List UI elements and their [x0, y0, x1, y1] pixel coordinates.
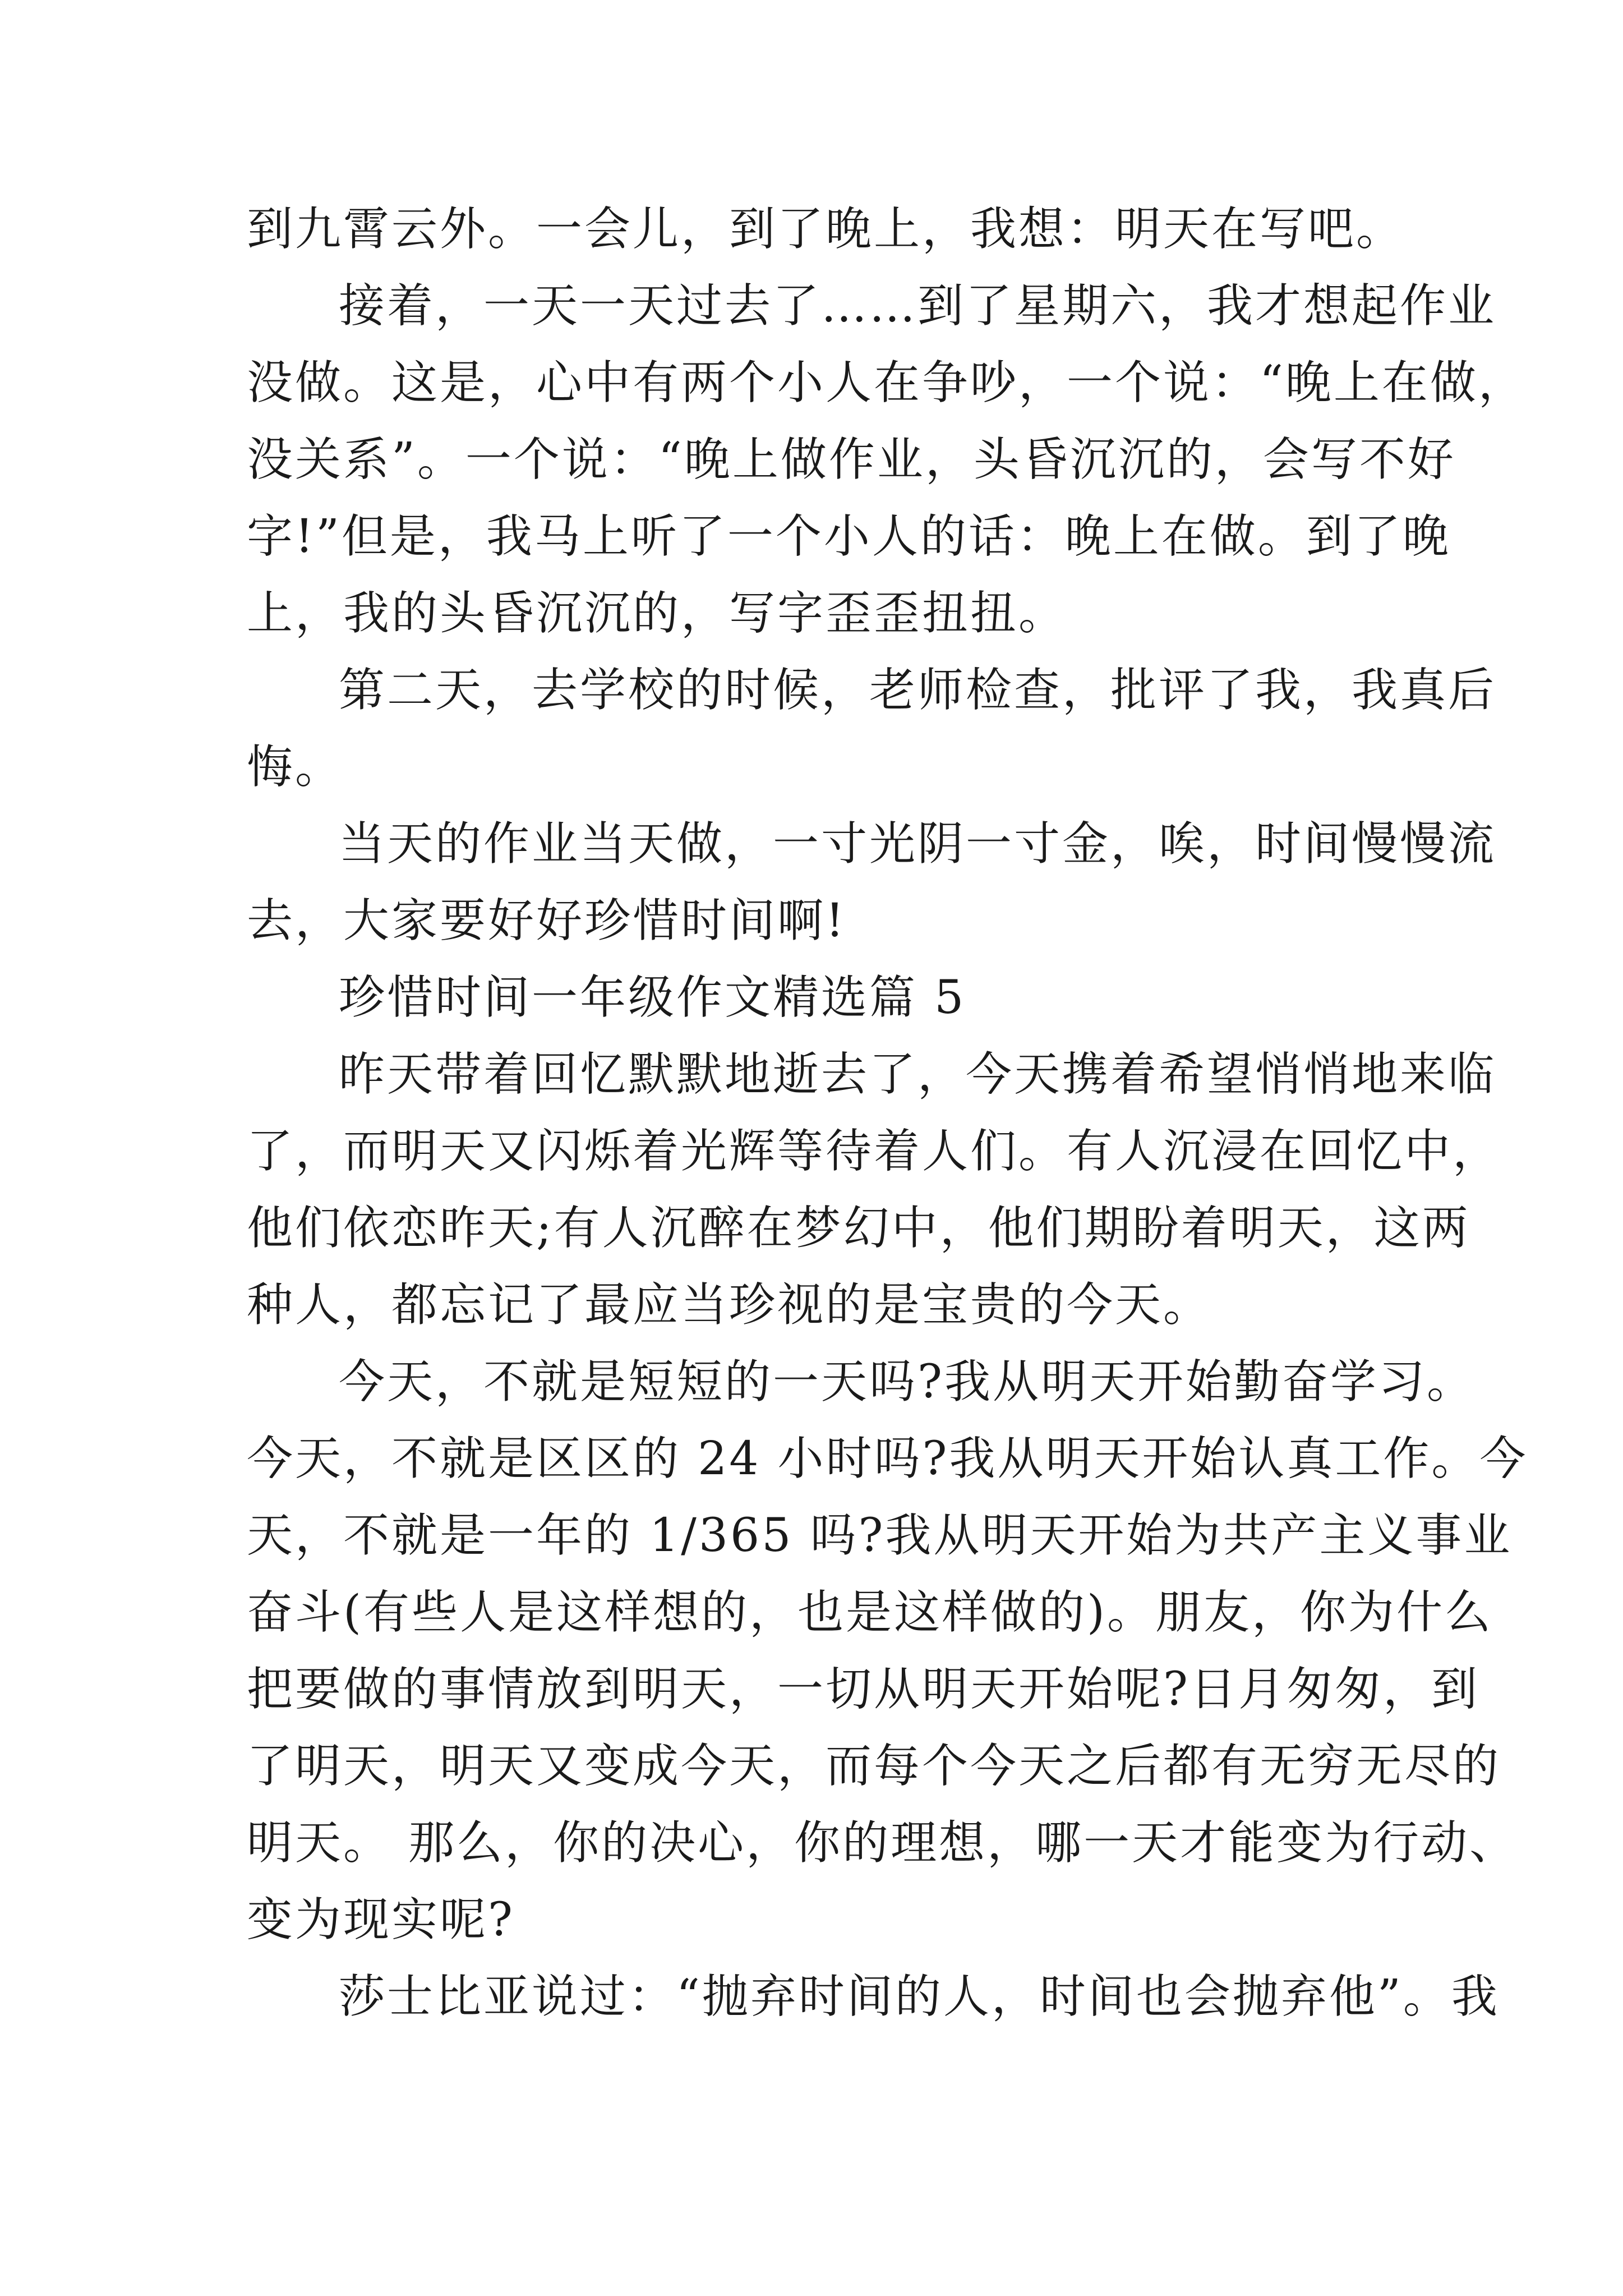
text-line: 了明天，明天又变成今天，而每个今天之后都有无穷无尽的 [247, 1740, 1501, 1793]
text-line: 去，大家要好好珍惜时间啊! [247, 894, 846, 947]
text-line: 接着，一天一天过去了……到了星期六，我才想起作业 [339, 279, 1497, 333]
text-line: 字!”但是，我马上听了一个小人的话：晚上在做。到了晚 [247, 510, 1451, 563]
text-line: 今天，不就是区区的 24 小时吗?我从明天开始认真工作。今 [247, 1432, 1528, 1485]
text-line: 悔。 [247, 740, 344, 794]
text-line: 莎士比亚说过：“抛弃时间的人，时间也会抛弃他”。我 [339, 1970, 1500, 2023]
text-line: 珍惜时间一年级作文精选篇 5 [339, 971, 966, 1024]
text-line: 上，我的头昏沉沉的，写字歪歪扭扭。 [247, 587, 1067, 640]
text-line: 当天的作业当天做，一寸光阴一寸金，唉，时间慢慢流 [339, 817, 1497, 871]
text-line: 他们依恋昨天;有人沉醉在梦幻中，他们期盼着明天，这两 [247, 1202, 1470, 1255]
text-line: 种人，都忘记了最应当珍视的是宝贵的今天。 [247, 1278, 1212, 1332]
text-line: 天，不就是一年的 1/365 吗?我从明天开始为共产主义事业 [247, 1509, 1513, 1562]
text-line: 没做。这是，心中有两个小人在争吵，一个说：“晚上在做， [247, 356, 1527, 409]
text-line: 没关系”。一个说：“晚上做作业，头昏沉沉的，会写不好 [247, 433, 1456, 486]
text-line: 昨天带着回忆默默地逝去了，今天携着希望悄悄地来临 [339, 1048, 1497, 1101]
document-body [247, 191, 1528, 2035]
text-line: 了，而明天又闪烁着光辉等待着人们。有人沉浸在回忆中， [247, 1125, 1501, 1178]
text-line: 明天。 那么，你的决心，你的理想，哪一天才能变为行动、 [247, 1816, 1518, 1870]
text-line: 第二天，去学校的时候，老师检查，批评了我，我真后 [339, 664, 1497, 717]
text-line: 把要做的事情放到明天，一切从明天开始呢?日月匆匆，到 [247, 1663, 1479, 1716]
text-line: 到九霄云外。一会儿，到了晚上，我想：明天在写吧。 [247, 203, 1405, 256]
text-line: 今天，不就是短短的一天吗?我从明天开始勤奋学习。 [339, 1355, 1475, 1409]
text-line: 奋斗(有些人是这样想的，也是这样做的)。朋友，你为什么 [247, 1586, 1493, 1639]
text-line: 变为现实呢? [247, 1893, 515, 1947]
